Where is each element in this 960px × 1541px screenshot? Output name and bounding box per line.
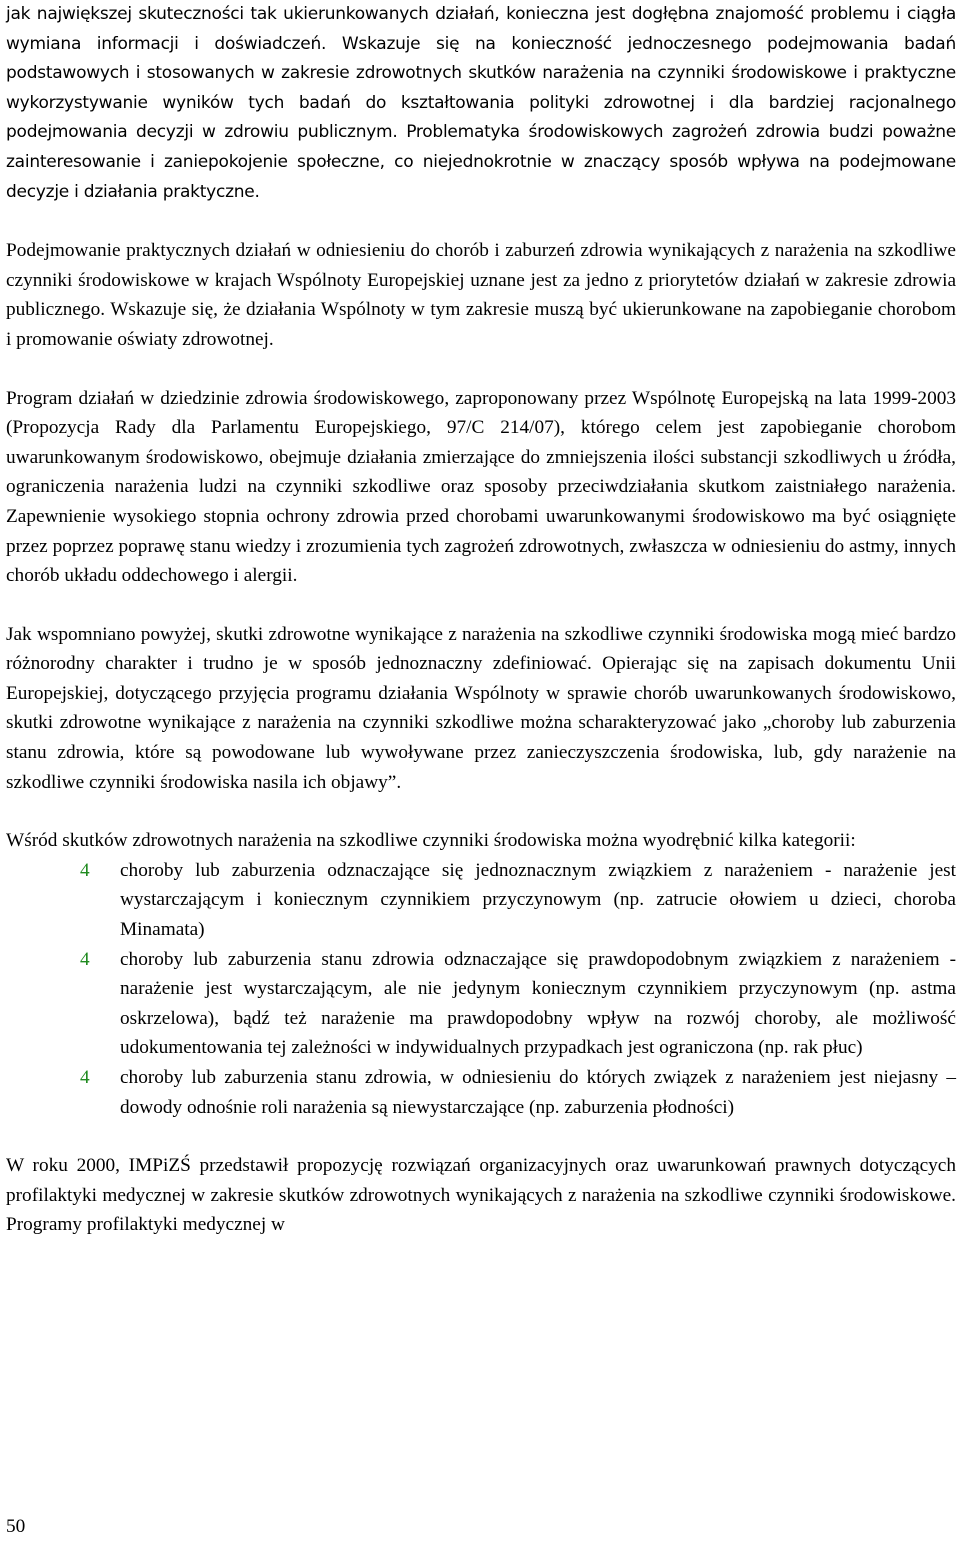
list-item [6,945,956,1063]
list-item-text: choroby lub zaburzenia odznaczające się jednoznacznym związkiem z narażeniem - narażenie jest wystarczającym i koniecznym czynnikiem przyczynowym (np. zatrucie ołowiem u dzieci, choroba Minamata) [120,859,956,941]
paragraph-action-programme: Program działań w dziedzinie zdrowia środowiskowego, zaproponowany przez Wspólnotę Europejską na lata 1999-2003 (Propozycja Rady dla Parlamentu Europejskiego, 97/C 214/07), którego celem jest zapobieganie chorobom uwarunkowanym środowiskowo, obejmuje działania zmierzające do zmniejszenia ilości substancji szkodliwych u źródła, ograniczenia narażenia ludzi na czynniki szkodliwe oraz sposoby przeciwdziałania skutkom zaistniałego narażenia. Zapewnienie wysokiego stopnia ochrony zdrowia przed chorobami uwarunkowanymi środowiskowo ma być osiągnięte przez poprzez poprawę stanu wiedzy i zrozumienia tych zagrożeń zdrowotnych, zwłaszcza w odniesieniu do astmy, innych chorób układu oddechowego i alergii. [6,387,956,587]
document-page [6,0,956,1240]
categories-list [6,856,956,1122]
list-item [6,856,956,945]
paragraph-impizs-proposal: W roku 2000, IMPiZŚ przedstawił propozycję rozwiązań organizacyjnych oraz uwarunkowań prawnych dotyczących profilaktyki medycznej w zakresie skutków zdrowotnych wynikających z narażenia na szkodliwe czynniki środowiskowe. Programy profilaktyki medycznej w [6,1155,956,1236]
bullet-marker: 4 [80,859,90,881]
bullet-marker: 4 [80,948,90,970]
bullet-marker: 4 [80,1067,90,1088]
paragraph-categories-intro: Wśród skutków zdrowotnych narażenia na szkodliwe czynniki środowiska można wyodrębnić kilka kategorii: [6,830,856,852]
list-item [6,1063,956,1122]
paragraph-research-need: jak największej skuteczności tak ukierunkowanych działań, konieczna jest dogłębna znajomość problemu i ciągła wymiana informacji i doświadczeń. Wskazuje się na konieczność jednoczesnego podejmowania badań podstawowych i stosowanych w zakresie zdrowotnych skutków narażenia na czynniki środowiskowe i praktyczne wykorzystywanie wyników tych badań do kształtowania polityki zdrowotnej i dla bardziej racjonalnego podejmowania decyzji w zdrowiu publicznym. Problematyka środowiskowych zagrożeń zdrowia budzi poważne zainteresowanie i zaniepokojenie społeczne, co niejednokrotnie w znaczący sposób wpływa na podejmowane decyzje i działania praktyczne. [6,4,956,202]
paragraph-health-effects-definition: Jak wspomniano powyżej, skutki zdrowotne wynikające z narażenia na szkodliwe czynniki środowiska mogą mieć bardzo różnorodny charakter i trudno je w sposób jednoznaczny zdefiniować. Opierając się na zapisach dokumentu Unii Europejskiej, dotyczącego przyjęcia programu działania Wspólnoty w sprawie chorób uwarunkowanych środowiskowo, skutki zdrowotne wynikające z narażenia na czynniki szkodliwe można scharakteryzować jako „choroby lub zaburzenia stanu zdrowia, które są powodowane lub wywoływane przez zanieczyszczenia środowiska, lub, gdy narażenie na szkodliwe czynniki środowiska nasila ich objawy”. [6,623,956,793]
paragraph-community-priorities: Podejmowanie praktycznych działań w odniesieniu do chorób i zaburzeń zdrowia wynikających z narażenia na szkodliwe czynniki środowiskowe w krajach Wspólnoty Europejskiej uznane jest za jedno z priorytetów działań w zakresie zdrowia publicznego. Wskazuje się, że działania Wspólnoty w tym zakresie muszą być ukierunkowane na zapobieganie chorobom i promowanie oświaty zdrowotnej. [6,240,956,350]
list-item-text: choroby lub zaburzenia stanu zdrowia odznaczające się prawdopodobnym związkiem z narażeniem - narażenie jest wystarczającym, ale nie jedynym koniecznym czynnikiem przyczynowym (np. astma oskrzelowa), bądź też narażenie ma prawdopodobny wpływ na rozwój choroby, ale możliwość udokumentowania tej zależności w indywidualnych przypadkach jest ograniczona (np. rak płuc) [120,948,956,1059]
list-item-text: choroby lub zaburzenia stanu zdrowia, w odniesieniu do których związek z narażeniem jest niejasny – dowody odnośnie roli narażenia są niewystarczające (np. zaburzenia płodności) [120,1067,956,1118]
page-number: 50 [6,1516,26,1537]
